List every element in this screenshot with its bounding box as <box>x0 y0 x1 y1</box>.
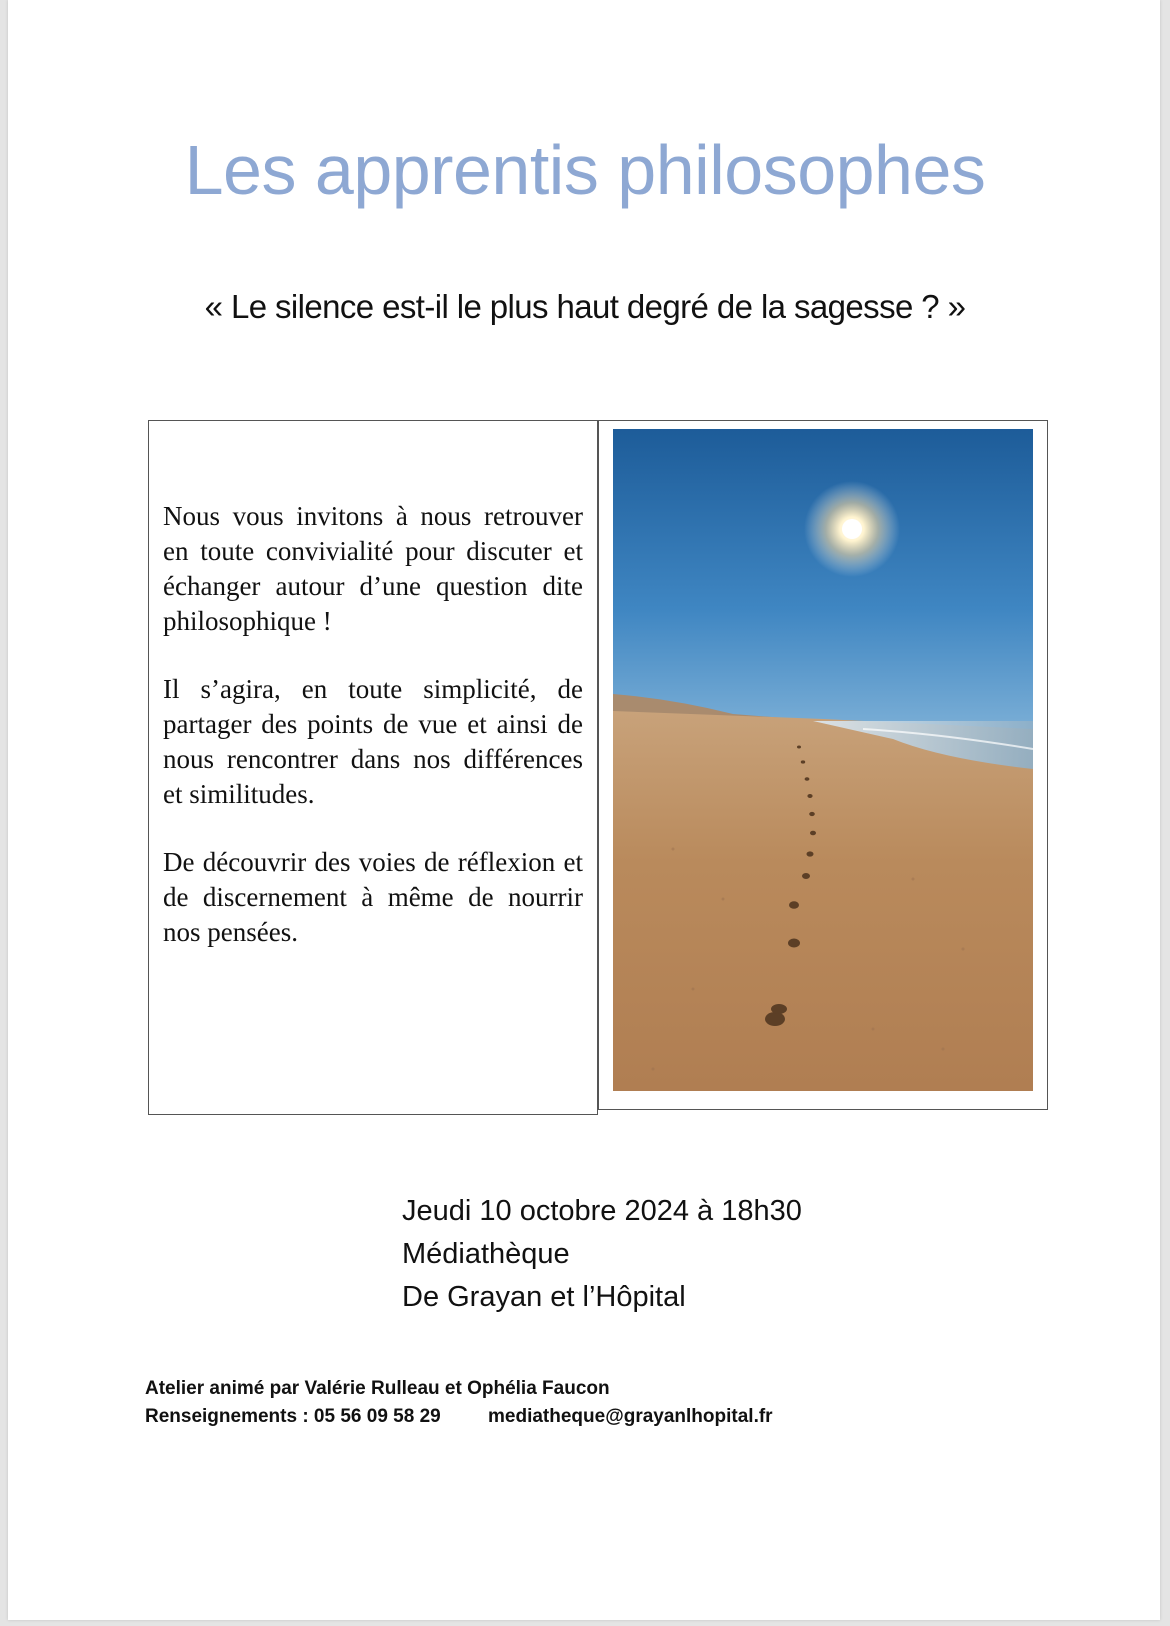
paragraph-invitation: Nous vous invitons à nous retrouver en toute convivialité pour discuter et échanger autour d’une question dite philosophique ! <box>163 501 583 636</box>
beach-photo <box>613 429 1033 1091</box>
event-venue: Médiathèque <box>402 1238 570 1270</box>
event-details <box>402 1190 802 1319</box>
subtitle-question: « Le silence est-il le plus haut degré de la sagesse ? » <box>204 288 966 325</box>
footer <box>145 1375 773 1431</box>
event-date: Jeudi 10 octobre 2024 à 18h30 <box>402 1195 802 1227</box>
description-box <box>148 420 598 1115</box>
page-title: Les apprentis philosophes <box>184 131 986 209</box>
footer-email[interactable]: mediatheque@grayanlhopital.fr <box>488 1406 773 1427</box>
event-venue-location: De Grayan et l’Hôpital <box>402 1281 686 1313</box>
paragraph-reflection: De découvrir des voies de réflexion et de discernement à même de nourrir nos pensées. <box>163 847 583 947</box>
beach-sun-footprints-illustration <box>613 429 1033 1091</box>
footer-hosts: Atelier animé par Valérie Rulleau et Ophélia Faucon <box>145 1378 610 1399</box>
footer-phone: Renseignements : 05 56 09 58 29 <box>145 1406 441 1427</box>
photo-frame <box>598 420 1048 1110</box>
paragraph-sharing: Il s’agira, en toute simplicité, de partager des points de vue et ainsi de nous rencontrer dans nos différences et similitudes. <box>163 674 583 809</box>
